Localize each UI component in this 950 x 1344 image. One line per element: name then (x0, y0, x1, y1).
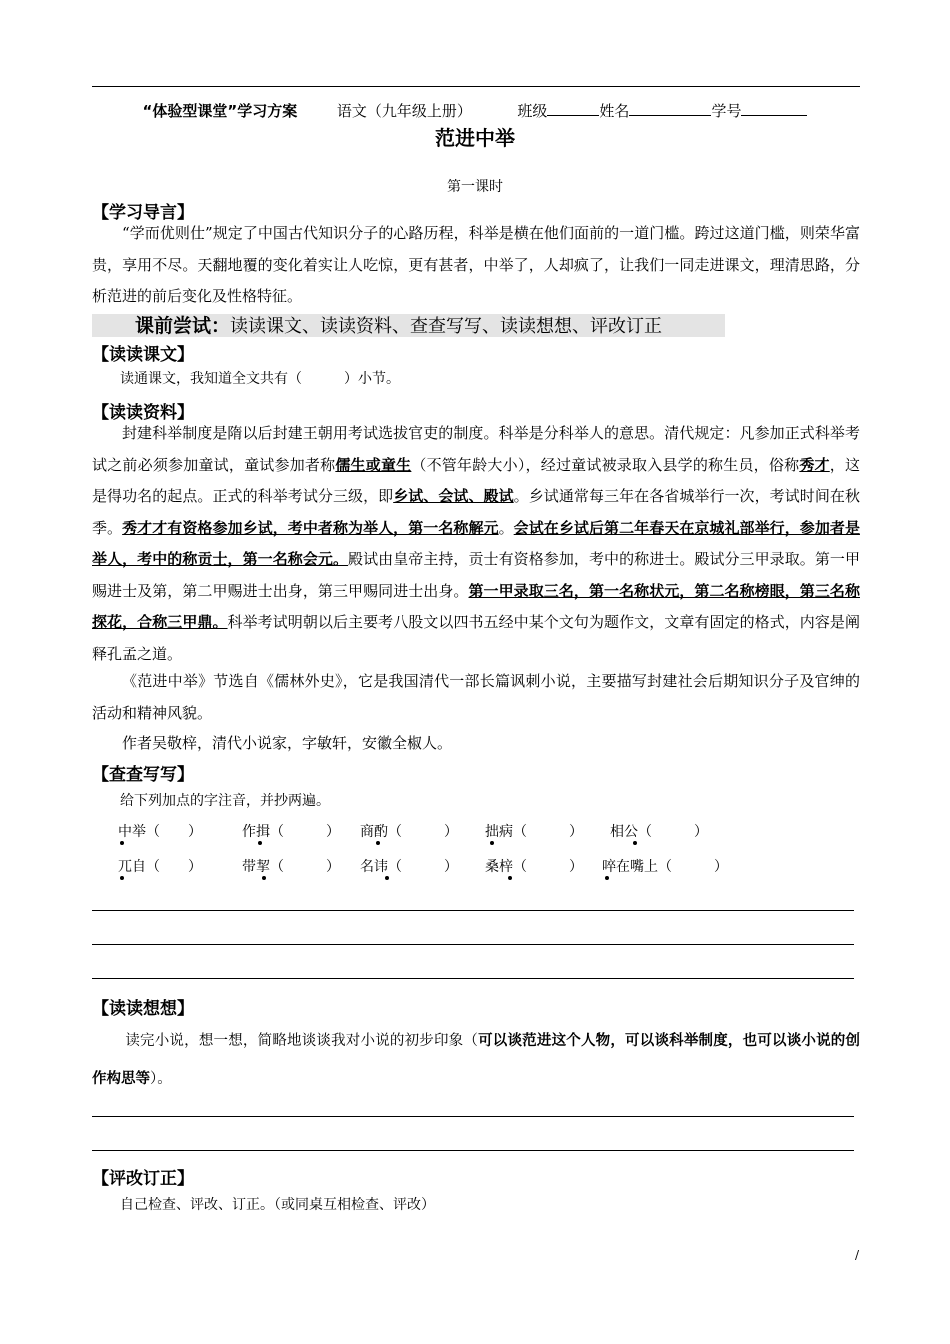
material-text: 殿试由皇帝主持，贡士有资格参加，考中的称进士。殿试分三甲录取。第一甲赐进士及第，第二甲赐进士出身，第三甲赐同进士出身。 (92, 550, 860, 600)
pinyin-item: 作揖（ ） (242, 824, 340, 840)
pinyin-item: 桑梓（ ） (485, 859, 583, 875)
writing-line[interactable] (92, 1150, 854, 1151)
top-rule (92, 86, 860, 87)
name-blank[interactable] (629, 100, 711, 116)
read-think-hint: 可以谈范进这个人物，可以谈科举制度，也可以谈小说的创作构思等 (92, 1032, 861, 1087)
pinyin-item: 名讳（ ） (360, 859, 458, 875)
emphasized-fact: 秀才 (799, 455, 830, 474)
program-name: “体验型课堂”学习方案 (142, 102, 298, 120)
lesson-label: 第一课时 (447, 179, 503, 195)
pinyin-item: 兀自（ ） (118, 859, 202, 875)
page-mark: / (855, 1248, 860, 1262)
check-write-instruction: 给下列加点的字注音，并抄两遍。 (120, 793, 330, 809)
emphasis-dot (258, 841, 262, 845)
name-label: 姓名 (599, 102, 630, 120)
writing-line[interactable] (92, 978, 854, 979)
material-text: 科举考试明朝以后主要考八股文以四书五经中某个文句为题作文，文章有固定的格式，内容是阐释孔孟之道。 (92, 613, 860, 663)
emphasis-dot (633, 841, 637, 845)
pinyin-item: 带挈（ ） (242, 859, 340, 875)
emphasis-dot (385, 876, 389, 880)
read-material-heading: 【读读资料】 (92, 403, 194, 423)
pinyin-item: 中举（ ） (118, 824, 202, 840)
writing-line[interactable] (92, 1116, 854, 1117)
material-text: 。乡试通常每三年在各省城举行一次，考试时间在秋季。 (92, 487, 860, 537)
writing-line[interactable] (92, 944, 854, 945)
id-label: 学号 (711, 102, 742, 120)
read-text-line: 读通课文，我知道全文共有（ ）小节。 (120, 371, 400, 387)
emphasized-fact: 第一甲录取三名，第一名称状元，第二名称榜眼，第三名称探花，合称三甲鼎。 (92, 581, 860, 631)
emphasis-dot (508, 876, 512, 880)
material-paragraph-3: 作者吴敬梓，清代小说家，字敏轩，安徽全椒人。 (122, 734, 453, 752)
intro-text: “学而优则仕”规定了中国古代知识分子的心路历程，科举是横在他们面前的一道门槛。跨过这道门槛，则荣华富贵，享用不尽。天翻地覆的变化着实让人吃惊，更有甚者，中举了，人却疯了，让我们一同走进课文，理清思路，分析范进的前后变化及性格特征。 (92, 224, 860, 305)
page-title: 范进中举 (435, 126, 515, 150)
read-think-heading: 【读读想想】 (92, 999, 194, 1019)
id-blank[interactable] (741, 100, 807, 116)
emphasis-dot (120, 876, 124, 880)
material-text: （不管年龄大小），经过童试被录取入县学的称生员，俗称 (411, 455, 800, 474)
emphasized-fact: 儒生或童生 (335, 455, 412, 474)
subject-label: 语文（九年级上册） (336, 102, 472, 120)
emphasized-fact: 乡试、会试、殿试 (393, 487, 514, 505)
class-blank[interactable] (547, 100, 599, 116)
pinyin-row-1 (118, 821, 708, 843)
pretry-banner (135, 314, 662, 339)
check-write-heading: 【查查写写】 (92, 765, 194, 785)
writing-line[interactable] (92, 910, 854, 911)
pretry-items: 读读课文、读读资料、查查写写、读读想想、评改订正 (230, 316, 663, 337)
revise-text: 自己检查、评改、订正。（或同桌互相检查、评改） (120, 1197, 435, 1213)
read-think-text (92, 1022, 860, 1098)
pretry-label: 课前尝试： (135, 315, 231, 337)
material-text: 封建科举制度是隋以后封建王朝用考试选拔官吏的制度。科举是分科举人的意思。清代规定：凡参加正式科举考试之前必须参加童试，童试参加者称 (92, 424, 860, 474)
material-text: 。 (498, 518, 514, 537)
material-text: ，这是得功名的起点。正式的科举考试分三级，即 (92, 455, 860, 505)
read-text-heading: 【读读课文】 (92, 345, 194, 365)
pinyin-item: 相公（ ） (610, 824, 708, 840)
pinyin-item: 商酌（ ） (360, 824, 458, 840)
pinyin-row-2 (118, 856, 728, 878)
worksheet-header (0, 100, 950, 121)
emphasized-fact: 会试在乡试后第二年春天在京城礼部举行，参加者是举人，考中的称贡士，第一名称会元。 (92, 518, 860, 568)
emphasis-dot (490, 841, 494, 845)
revise-heading: 【评改订正】 (92, 1169, 194, 1189)
material-paragraph-2: 《范进中举》节选自《儒林外史》，它是我国清代一部长篇讽刺小说，主要描写封建社会后期知识分子及官绅的活动和精神风貌。 (92, 672, 860, 722)
emphasized-fact: 秀才才有资格参加乡试，考中者称为举人，第一名称解元 (122, 518, 499, 537)
emphasis-dot (376, 841, 380, 845)
intro-heading: 【学习导言】 (92, 203, 194, 223)
class-label: 班级 (517, 102, 548, 120)
read-think-prompt: 读完小说，想一想，简略地谈谈我对小说的初步印象（ (125, 1033, 479, 1049)
read-think-end: ）。 (150, 1071, 172, 1087)
material-paragraph-1 (92, 418, 860, 670)
pinyin-item: 拙病（ ） (485, 824, 583, 840)
pinyin-item: 啐在嘴上（ ） (602, 859, 728, 875)
emphasis-dot (605, 876, 609, 880)
emphasis-dot (120, 841, 124, 845)
emphasis-dot (262, 876, 266, 880)
